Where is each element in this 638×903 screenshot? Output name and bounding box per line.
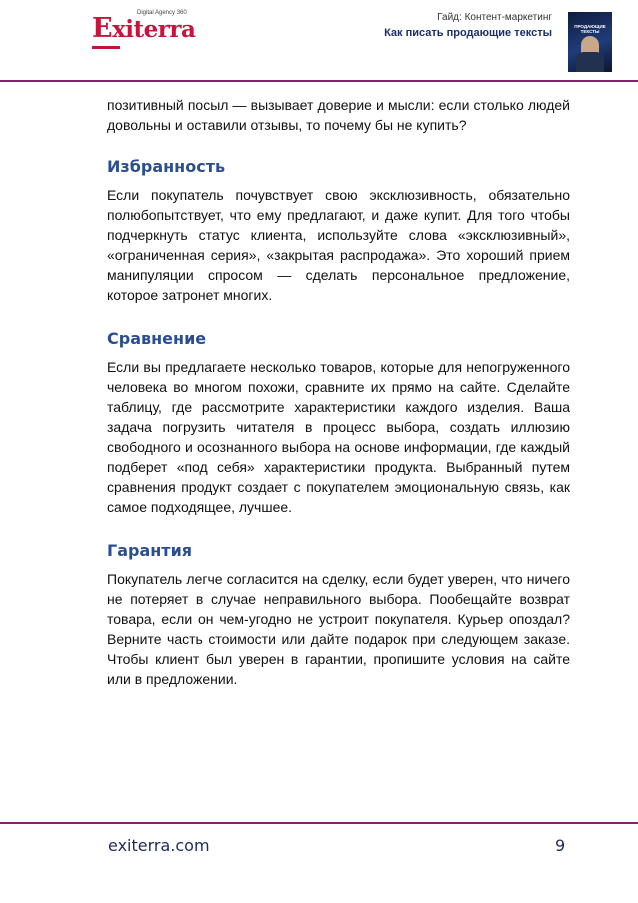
- footer-divider: [0, 822, 638, 824]
- logo-rest: xiterra: [112, 16, 196, 43]
- section-text-guarantee: Покупатель легче согласится на сделку, если будет уверен, что ничего не потеряет в случае неправильного выбора. Пообещайте возврат товара, если он чем-угодно не устроит покупателя. Курьер опоздал? Верните часть стоимости или дайте подарок при следующем заказе. Чтобы клиент был уверен в гарантии, пропишите условия на сайте или в предложении.: [107, 571, 570, 687]
- page-number: 9: [555, 836, 566, 855]
- header-divider: [0, 80, 638, 82]
- section-text-exclusivity: Если покупатель почувствует свою эксклюзивность, обязательно полюбопытствует, что ему предлагают, и даже купит. Для того чтобы подчеркнуть статус клиента, используйте слова «эксклюзивный», «ограниченная серия», «закрытая распродажа». Это хороший прием манипуляции спросом — сделать персональное предложение, которое затронет многих.: [107, 187, 570, 303]
- guide-subtitle: Гайд: Контент-маркетинг: [437, 12, 552, 23]
- logo-underline: [92, 46, 120, 49]
- section-heading-guarantee: Гарантия: [107, 541, 193, 560]
- page-header: [0, 0, 638, 78]
- logo-initial: E: [92, 13, 113, 44]
- intro-paragraph: позитивный посыл — вызывает доверие и мысли: если столько людей довольны и оставили отзывы, то почему бы не купить?: [107, 97, 570, 133]
- book-cover-body: [576, 52, 604, 72]
- exiterra-logo: [92, 8, 212, 48]
- section-text-comparison: Если вы предлагаете несколько товаров, которые для непогруженного человека во многом похожи, сравните их прямо на сайте. Сделайте таблицу, где рассмотрите характеристики каждого изделия. Ваша задача погрузить читателя в процесс выбора, создать иллюзию свободного и осознанного выбора на основе информации, где каждый подберет «под себя» характеристики продукта. Выбранный путем сравнения продукт создает с покупателем эмоциональную связь, как самое подходящее, лучшее.: [107, 359, 570, 515]
- guide-title: Как писать продающие тексты: [384, 27, 552, 39]
- article-body: [107, 95, 570, 689]
- logo-tagline: Digital Agency 360: [137, 10, 187, 16]
- section-heading-exclusivity: Избранность: [107, 157, 226, 176]
- footer-site-link[interactable]: exiterra.com: [108, 836, 210, 855]
- book-cover-image: [568, 12, 612, 72]
- guide-title-block: [384, 12, 552, 40]
- logo-wordmark: [92, 14, 195, 45]
- section-heading-comparison: Сравнение: [107, 329, 207, 348]
- book-cover-title: ПРОДАЮЩИЕ ТЕКСТЫ: [574, 24, 606, 34]
